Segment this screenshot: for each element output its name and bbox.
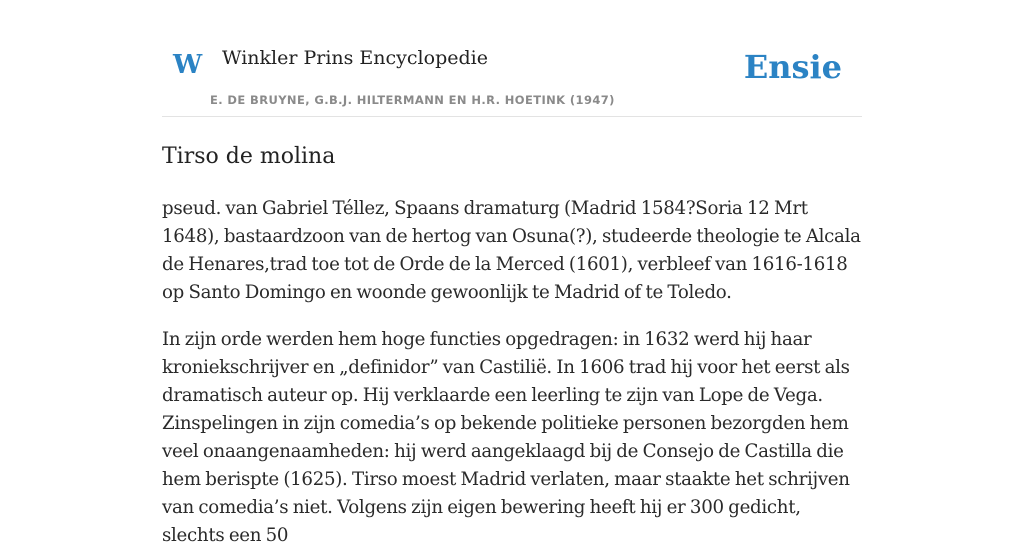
source-header [162,0,862,117]
content-container [162,0,862,550]
article-body [162,195,862,550]
source-authors: E. DE BRUYNE, G.B.J. HILTERMANN EN H.R. HOETINK (1947) [210,93,615,107]
source-logo-icon[interactable]: W [173,50,203,80]
article-paragraph: In zijn orde werden hem hoge functies opgedragen: in 1632 werd hij haar kroniekschrijver en „definidor” van Castilië. In 1606 trad hij voor het eerst als dramatisch auteur op. Hij verklaarde een leerling te zijn van Lope de Vega. Zinspelingen in zijn comedia’s op bekende politieke personen bezorgden hem veel onaangenaamheden: hij werd aangeklaagd bij de Consejo de Castilla die hem berispte (1625). Tirso moest Madrid verlaten, maar staakte het schrijven van comedia’s niet. Volgens zijn eigen bewering heeft hij er 300 gedicht, slechts een 50 [162,328,850,546]
ensie-logo[interactable]: Ensie [743,48,842,86]
source-title[interactable]: Winkler Prins Encyclopedie [222,47,488,69]
article-title: Tirso de molina [162,144,336,169]
article-paragraph: pseud. van Gabriel Téllez, Spaans dramaturg (Madrid 1584?Soria 12 Mrt 1648), bastaardzoon van de hertog van Osuna(?), studeerde theologie te Alcala de Henares,trad toe tot de Orde de la Merced (1601), verbleef van 1616-1618 op Santo Domingo en woonde gewoonlijk te Madrid of te Toledo. [162,197,861,303]
